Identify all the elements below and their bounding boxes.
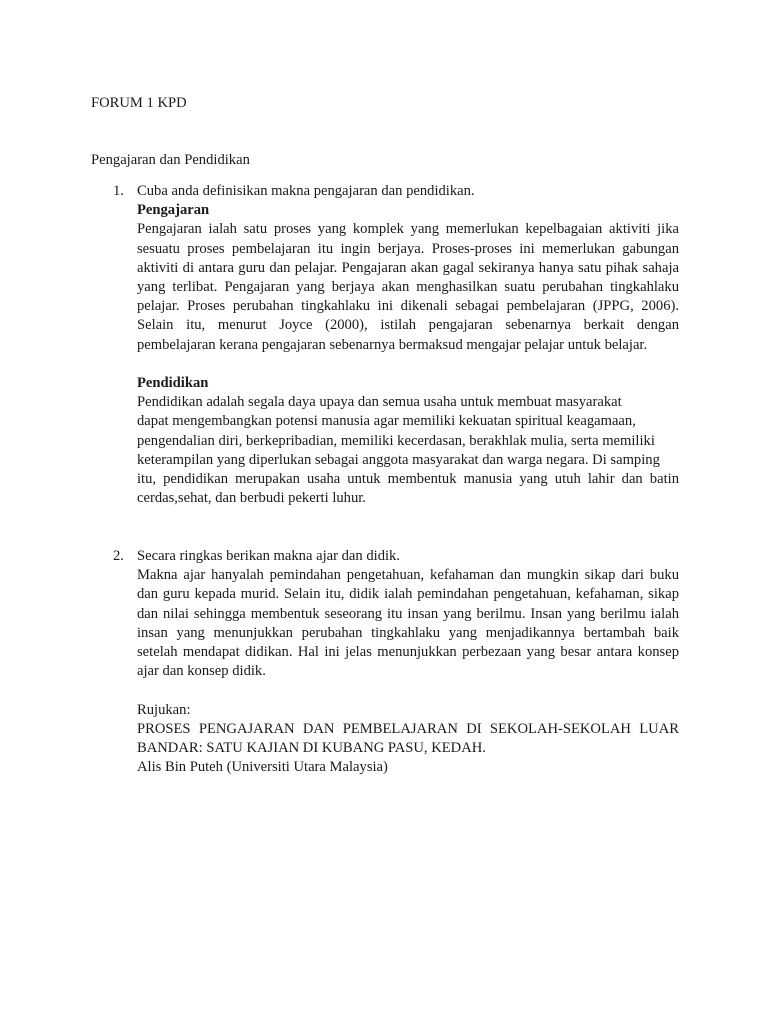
paragraph-gap [137, 681, 679, 700]
pendidikan-line: Pendidikan adalah segala daya upaya dan semua usaha untuk membuat masyarakat [137, 394, 622, 411]
pendidikan-paragraph-tail: itu, pendidikan merupakan usaha untuk membentuk manusia yang utuh lahir dan batin cerdas,sehat, dan berbudi pekerti luhur. [137, 471, 679, 507]
question-2-body [137, 547, 679, 777]
pendidikan-line: pengendalian diri, berkepribadian, memiliki kecerdasan, berakhlak mulia, serta memiliki [137, 432, 655, 449]
question-1-text: Cuba anda definisikan makna pengajaran dan pendidikan. [137, 183, 475, 199]
question-2-number: 2. [113, 548, 124, 564]
pendidikan-line: dapat mengembangkan potensi manusia agar memiliki kekuatan spiritual keagamaan, [137, 413, 636, 430]
pengajaran-paragraph: Pengajaran ialah satu proses yang komplek yang memerlukan kepelbagaian aktiviti jika sesuatu proses pembelajaran itu ingin berjaya. Proses-proses ini memerlukan gabungan aktiviti di antara guru dan pelajar. Pengajaran akan gagal sekiranya hanya satu pihak sahaja yang terlibat. Pengajaran yang berjaya akan menghasilkan suatu perubahan tingkahlaku pelajar. Proses perubahan tingkahlaku ini dikenali sebagai pembelajaran (JPPG, 2006). Selain itu, menurut Joyce (2000), istilah pengajaran sebenarnya berkait dengan pembelajaran kerana pengajaran sebenarnya bermaksud mengajar pelajar untuk belajar. [137, 221, 679, 353]
reference-title: PROSES PENGAJARAN DAN PEMBELAJARAN DI SEKOLAH-SEKOLAH LUAR BANDAR: SATU KAJIAN DI KUBANG PASU, KEDAH. [137, 720, 679, 757]
question-1-body [137, 182, 679, 508]
section-title: Pengajaran dan Pendidikan [91, 152, 250, 168]
paragraph-gap [137, 355, 679, 374]
pendidikan-heading: Pendidikan [137, 375, 209, 392]
document-title: FORUM 1 KPD [91, 95, 187, 111]
pendidikan-line: keterampilan yang diperlukan sebagai anggota masyarakat dan warga negara. Di samping [137, 451, 660, 468]
ajar-didik-paragraph: Makna ajar hanyalah pemindahan pengetahuan, kefahaman dan mungkin sikap dari buku dan guru kepada murid. Selain itu, didik ialah pemindahan pengetahuan, kefahaman, sikap dan nilai sehingga membentuk seseorang itu insan yang berilmu. Insan yang berilmu ialah insan yang menunjukkan perubahan tingkahlaku yang menjadikannya bertambah baik setelah mendapat didikan. Hal ini jelas menunjukkan perbezaan yang besar antara konsep ajar dan konsep didik. [137, 567, 679, 680]
reference-label: Rujukan: [137, 701, 191, 718]
reference-author: Alis Bin Puteh (Universiti Utara Malaysia) [137, 759, 388, 776]
question-2-text: Secara ringkas berikan makna ajar dan didik. [137, 548, 400, 564]
question-1-number: 1. [113, 183, 124, 199]
pengajaran-heading: Pengajaran [137, 202, 210, 219]
